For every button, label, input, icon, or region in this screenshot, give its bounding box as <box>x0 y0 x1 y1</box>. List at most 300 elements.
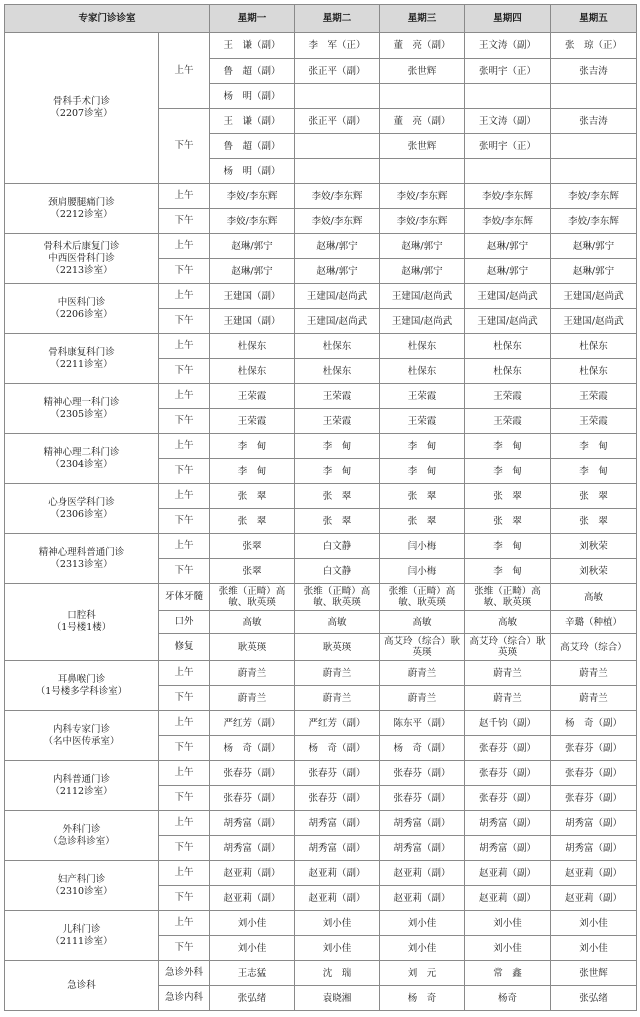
doctor-cell: 赵亚莉（副） <box>551 886 637 911</box>
doctor-cell: 蔚青兰 <box>210 661 295 686</box>
session-cell: 上午 <box>159 184 210 209</box>
doctor-cell: 白文静 <box>295 559 380 584</box>
doctor-cell: 李 甸 <box>551 434 637 459</box>
doctor-cell: 王荣霞 <box>380 384 465 409</box>
doctor-cell: 张 翠 <box>551 484 637 509</box>
doctor-cell: 杜保东 <box>210 334 295 359</box>
doctor-cell: 刘小佳 <box>551 936 637 961</box>
doctor-cell: 杜保东 <box>551 334 637 359</box>
doctor-cell: 李 甸 <box>465 459 551 484</box>
session-cell: 上午 <box>159 284 210 309</box>
doctor-cell: 赵琳/郭宁 <box>380 234 465 259</box>
doctor-cell: 陈东平（副） <box>380 711 465 736</box>
doctor-cell: 李 甸 <box>380 434 465 459</box>
department-cell <box>5 384 159 434</box>
table-row <box>5 484 637 509</box>
department-line: （2212诊室） <box>50 208 113 220</box>
doctor-cell: 李姣/李东辉 <box>210 184 295 209</box>
session-cell: 下午 <box>159 836 210 861</box>
doctor-cell: 王建国/赵尚武 <box>551 284 637 309</box>
doctor-cell: 赵琳/郭宁 <box>551 259 637 284</box>
department-line: 妇产科门诊 <box>57 873 106 885</box>
session-cell: 上午 <box>159 661 210 686</box>
doctor-cell: 李姣/李东辉 <box>295 184 380 209</box>
department-cell <box>5 584 159 661</box>
session-cell: 上午 <box>159 33 210 109</box>
session-cell: 上午 <box>159 811 210 836</box>
session-cell: 牙体牙髓 <box>159 584 210 611</box>
doctor-cell: 李 甸 <box>380 459 465 484</box>
department-line: （2111诊室） <box>50 935 113 947</box>
session-cell: 下午 <box>159 259 210 284</box>
session-cell: 上午 <box>159 761 210 786</box>
doctor-cell <box>465 84 551 109</box>
doctor-cell: 张 翠 <box>295 484 380 509</box>
doctor-cell: 王 谦（副） <box>210 109 295 134</box>
doctor-cell <box>295 84 380 109</box>
doctor-cell <box>295 159 380 184</box>
doctor-cell: 张维（正畸）高敏、耿英瑛 <box>380 584 465 611</box>
doctor-cell: 沈 瑞 <box>295 961 380 986</box>
session-cell: 急诊外科 <box>159 961 210 986</box>
doctor-cell: 张 翠 <box>210 484 295 509</box>
department-line: （2313诊室） <box>50 558 113 570</box>
doctor-cell: 蔚青兰 <box>465 661 551 686</box>
doctor-cell: 杜保东 <box>210 359 295 384</box>
doctor-cell: 高艾玲（综合）耿英瑛 <box>380 634 465 661</box>
doctor-cell: 王建国/赵尚武 <box>551 309 637 334</box>
doctor-cell: 李姣/李东辉 <box>551 184 637 209</box>
doctor-cell: 赵亚莉（副） <box>465 886 551 911</box>
doctor-cell: 王建国/赵尚武 <box>295 309 380 334</box>
doctor-cell: 张春芬（副） <box>210 786 295 811</box>
doctor-cell: 胡秀富（副） <box>210 836 295 861</box>
doctor-cell: 王建国（副） <box>210 284 295 309</box>
department-line: 中西医骨科门诊 <box>48 252 115 264</box>
doctor-cell: 张春芬（副） <box>551 736 637 761</box>
doctor-cell: 张 翠 <box>380 484 465 509</box>
session-cell: 上午 <box>159 434 210 459</box>
department-cell <box>5 861 159 911</box>
department-line: 内科普通门诊 <box>52 773 110 785</box>
doctor-cell: 王荣霞 <box>465 409 551 434</box>
doctor-cell: 张吉涛 <box>551 59 637 84</box>
doctor-cell: 李姣/李东辉 <box>465 184 551 209</box>
department-line: （2207诊室） <box>50 108 113 119</box>
header-day: 星期一 <box>210 5 295 33</box>
doctor-cell: 张春芬（副） <box>465 786 551 811</box>
doctor-cell: 蔚青兰 <box>295 661 380 686</box>
doctor-cell: 胡秀富（副） <box>465 836 551 861</box>
doctor-cell: 张维（正畸）高敏、耿英瑛 <box>210 584 295 611</box>
table-row <box>5 534 637 559</box>
doctor-cell: 张春芬（副） <box>295 761 380 786</box>
doctor-cell: 常 鑫 <box>465 961 551 986</box>
doctor-cell <box>380 84 465 109</box>
session-cell: 上午 <box>159 534 210 559</box>
table-row <box>5 911 637 936</box>
doctor-cell: 张春芬（副） <box>380 761 465 786</box>
doctor-cell: 李姣/李东辉 <box>295 209 380 234</box>
doctor-cell <box>380 159 465 184</box>
doctor-cell: 李 甸 <box>295 434 380 459</box>
doctor-cell: 杨 明（副） <box>210 159 295 184</box>
department-line: （1号楼1楼） <box>51 622 112 633</box>
department-cell <box>5 911 159 961</box>
session-cell: 上午 <box>159 484 210 509</box>
department-line: （2305诊室） <box>50 408 113 420</box>
doctor-cell: 胡秀富（副） <box>380 836 465 861</box>
doctor-cell: 张春芬（副） <box>380 786 465 811</box>
doctor-cell: 张春芬（副） <box>465 761 551 786</box>
header-day: 星期四 <box>465 5 551 33</box>
department-cell <box>5 484 159 534</box>
table-row <box>5 584 637 611</box>
table-row <box>5 184 637 209</box>
department-cell <box>5 184 159 234</box>
doctor-cell: 张正平（副） <box>295 59 380 84</box>
doctor-cell: 王文涛（副） <box>465 33 551 59</box>
department-cell <box>5 434 159 484</box>
department-line: （名中医传承室） <box>43 735 120 747</box>
table-row <box>5 711 637 736</box>
department-line: 精神心理科普通门诊 <box>38 546 125 558</box>
session-cell: 下午 <box>159 509 210 534</box>
session-cell: 修复 <box>159 634 210 661</box>
doctor-cell <box>551 159 637 184</box>
department-line: （2310诊室） <box>50 885 113 897</box>
doctor-cell: 赵亚莉（副） <box>551 861 637 886</box>
session-cell: 下午 <box>159 686 210 711</box>
doctor-cell: 胡秀富（副） <box>551 836 637 861</box>
department-line: 内科专家门诊 <box>52 723 110 735</box>
doctor-cell: 王荣霞 <box>465 384 551 409</box>
department-line: 骨科康复科门诊 <box>48 346 115 358</box>
doctor-cell: 杜保东 <box>465 334 551 359</box>
doctor-cell: 王荣霞 <box>380 409 465 434</box>
doctor-cell: 刘小佳 <box>380 936 465 961</box>
doctor-cell: 闫小梅 <box>380 534 465 559</box>
doctor-cell: 胡秀富（副） <box>380 811 465 836</box>
doctor-cell: 张 翠 <box>465 484 551 509</box>
doctor-cell: 张 翠 <box>295 509 380 534</box>
doctor-cell: 张 翠 <box>465 509 551 534</box>
header-row <box>5 5 637 33</box>
doctor-cell: 刘小佳 <box>551 911 637 936</box>
table-row <box>5 761 637 786</box>
session-cell: 口外 <box>159 611 210 634</box>
doctor-cell: 王荣霞 <box>295 384 380 409</box>
doctor-cell: 蔚青兰 <box>295 686 380 711</box>
doctor-cell: 李 军（正） <box>295 33 380 59</box>
doctor-cell: 李 甸 <box>295 459 380 484</box>
session-cell: 上午 <box>159 234 210 259</box>
doctor-cell: 杨 奇（副） <box>551 711 637 736</box>
session-cell: 下午 <box>159 359 210 384</box>
clinic-schedule-table <box>4 4 637 1011</box>
department-line: （急诊科诊室） <box>48 835 115 847</box>
doctor-cell: 杨 明（副） <box>210 84 295 109</box>
doctor-cell: 高艾玲（综合）耿英瑛 <box>465 634 551 661</box>
doctor-cell: 刘小佳 <box>210 911 295 936</box>
doctor-cell: 张春芬（副） <box>465 736 551 761</box>
doctor-cell: 蔚青兰 <box>465 686 551 711</box>
doctor-cell: 张 翠 <box>380 509 465 534</box>
department-line: （2211诊室） <box>50 358 113 370</box>
table-row <box>5 811 637 836</box>
doctor-cell <box>551 134 637 159</box>
doctor-cell: 张世辉 <box>380 134 465 159</box>
doctor-cell: 赵琳/郭宁 <box>295 234 380 259</box>
department-line: 中医科门诊 <box>57 296 106 308</box>
doctor-cell: 张 琼（正） <box>551 33 637 59</box>
doctor-cell: 刘小佳 <box>465 911 551 936</box>
doctor-cell: 胡秀富（副） <box>551 811 637 836</box>
doctor-cell: 高敏 <box>551 584 637 611</box>
doctor-cell: 李姣/李东辉 <box>551 209 637 234</box>
doctor-cell: 李 甸 <box>210 459 295 484</box>
doctor-cell: 高敏 <box>465 611 551 634</box>
doctor-cell: 耿英瑛 <box>295 634 380 661</box>
doctor-cell: 胡秀富（副） <box>295 836 380 861</box>
session-cell: 上午 <box>159 711 210 736</box>
doctor-cell: 张翠 <box>210 534 295 559</box>
session-cell: 下午 <box>159 409 210 434</box>
doctor-cell: 蔚青兰 <box>380 686 465 711</box>
doctor-cell: 赵千钧（副） <box>465 711 551 736</box>
doctor-cell: 李 甸 <box>465 534 551 559</box>
doctor-cell: 王志猛 <box>210 961 295 986</box>
doctor-cell: 鲁 超（副） <box>210 134 295 159</box>
session-cell: 下午 <box>159 459 210 484</box>
doctor-cell: 王荣霞 <box>210 384 295 409</box>
doctor-cell: 张春芬（副） <box>210 761 295 786</box>
doctor-cell <box>551 84 637 109</box>
doctor-cell: 赵亚莉（副） <box>295 861 380 886</box>
doctor-cell: 赵琳/郭宁 <box>465 234 551 259</box>
doctor-cell: 赵琳/郭宁 <box>465 259 551 284</box>
doctor-cell: 王荣霞 <box>551 409 637 434</box>
session-cell: 上午 <box>159 861 210 886</box>
department-cell <box>5 234 159 284</box>
doctor-cell: 李 甸 <box>210 434 295 459</box>
doctor-cell: 杨 奇（副） <box>210 736 295 761</box>
department-line: 心身医学科门诊 <box>48 496 115 508</box>
doctor-cell: 刘小佳 <box>210 936 295 961</box>
doctor-cell: 张维（正畸）高敏、耿英瑛 <box>465 584 551 611</box>
doctor-cell: 刘小佳 <box>380 911 465 936</box>
doctor-cell: 李姣/李东辉 <box>380 184 465 209</box>
doctor-cell: 王荣霞 <box>551 384 637 409</box>
doctor-cell: 耿英瑛 <box>210 634 295 661</box>
doctor-cell: 赵亚莉（副） <box>465 861 551 886</box>
session-cell: 下午 <box>159 736 210 761</box>
doctor-cell: 白文静 <box>295 534 380 559</box>
doctor-cell: 杨 奇（副） <box>295 736 380 761</box>
doctor-cell: 刘小佳 <box>295 936 380 961</box>
doctor-cell: 杨 奇 <box>380 986 465 1011</box>
doctor-cell: 王建国/赵尚武 <box>295 284 380 309</box>
doctor-cell <box>295 134 380 159</box>
doctor-cell: 王荣霞 <box>295 409 380 434</box>
table-row <box>5 334 637 359</box>
session-cell: 上午 <box>159 334 210 359</box>
doctor-cell: 李姣/李东辉 <box>465 209 551 234</box>
doctor-cell: 赵琳/郭宁 <box>295 259 380 284</box>
doctor-cell: 王建国/赵尚武 <box>380 309 465 334</box>
doctor-cell: 高敏 <box>295 611 380 634</box>
doctor-cell: 李 甸 <box>465 559 551 584</box>
doctor-cell: 胡秀富（副） <box>465 811 551 836</box>
department-line: 精神心理一科门诊 <box>43 396 120 408</box>
doctor-cell: 张世辉 <box>380 59 465 84</box>
doctor-cell: 赵亚莉（副） <box>210 886 295 911</box>
department-line: （1号楼多学科诊室） <box>35 685 128 697</box>
department-line: 儿科门诊 <box>62 923 101 935</box>
session-cell: 下午 <box>159 786 210 811</box>
doctor-cell: 刘小佳 <box>295 911 380 936</box>
doctor-cell: 高敏 <box>210 611 295 634</box>
department-line: 外科门诊 <box>62 823 101 835</box>
table-row <box>5 961 637 986</box>
doctor-cell: 张 翠 <box>210 509 295 534</box>
header-day: 星期二 <box>295 5 380 33</box>
doctor-cell: 赵琳/郭宁 <box>551 234 637 259</box>
doctor-cell: 闫小梅 <box>380 559 465 584</box>
doctor-cell: 蔚青兰 <box>551 661 637 686</box>
session-cell: 上午 <box>159 911 210 936</box>
doctor-cell: 王 谦（副） <box>210 33 295 59</box>
doctor-cell: 鲁 超（副） <box>210 59 295 84</box>
doctor-cell: 刘 元 <box>380 961 465 986</box>
doctor-cell: 赵琳/郭宁 <box>210 259 295 284</box>
doctor-cell: 杜保东 <box>295 359 380 384</box>
doctor-cell: 张明宇（正） <box>465 59 551 84</box>
table-row <box>5 384 637 409</box>
table-row <box>5 33 637 59</box>
doctor-cell: 赵琳/郭宁 <box>210 234 295 259</box>
doctor-cell: 张弘绪 <box>551 986 637 1011</box>
department-line: （2112诊室） <box>50 785 113 797</box>
doctor-cell: 李 甸 <box>551 459 637 484</box>
doctor-cell: 赵亚莉（副） <box>380 861 465 886</box>
doctor-cell: 王荣霞 <box>210 409 295 434</box>
doctor-cell: 杨奇 <box>465 986 551 1011</box>
doctor-cell: 蔚青兰 <box>380 661 465 686</box>
doctor-cell: 李姣/李东辉 <box>210 209 295 234</box>
doctor-cell: 张弘绪 <box>210 986 295 1011</box>
department-line: 耳鼻喉门诊 <box>57 673 106 685</box>
doctor-cell: 袁晓湘 <box>295 986 380 1011</box>
doctor-cell: 王建国/赵尚武 <box>380 284 465 309</box>
doctor-cell: 刘小佳 <box>465 936 551 961</box>
doctor-cell: 高敏 <box>380 611 465 634</box>
doctor-cell: 张春芬（副） <box>295 786 380 811</box>
doctor-cell: 张世辉 <box>551 961 637 986</box>
doctor-cell: 胡秀富（副） <box>295 811 380 836</box>
doctor-cell: 张春芬（副） <box>551 761 637 786</box>
doctor-cell: 高艾玲（综合） <box>551 634 637 661</box>
doctor-cell: 张明宇（正） <box>465 134 551 159</box>
doctor-cell: 王建国/赵尚武 <box>465 309 551 334</box>
department-cell <box>5 534 159 584</box>
department-cell <box>5 961 159 1011</box>
department-cell <box>5 811 159 861</box>
department-cell <box>5 711 159 761</box>
department-line: 颈肩腰腿痛门诊 <box>48 196 115 208</box>
department-line: （2306诊室） <box>50 508 113 520</box>
department-line: （2304诊室） <box>50 458 113 470</box>
doctor-cell: 张春芬（副） <box>551 786 637 811</box>
doctor-cell: 杜保东 <box>380 334 465 359</box>
table-row <box>5 284 637 309</box>
department-cell <box>5 284 159 334</box>
doctor-cell: 李 甸 <box>465 434 551 459</box>
session-cell: 上午 <box>159 384 210 409</box>
header-day: 星期三 <box>380 5 465 33</box>
doctor-cell: 董 亮（副） <box>380 33 465 59</box>
session-cell: 下午 <box>159 309 210 334</box>
doctor-cell: 赵亚莉（副） <box>380 886 465 911</box>
department-line: （2213诊室） <box>50 264 113 276</box>
header-dept: 专家门诊诊室 <box>5 5 210 33</box>
doctor-cell: 严红芳（副） <box>295 711 380 736</box>
department-line: （2206诊室） <box>50 308 113 320</box>
table-row <box>5 234 637 259</box>
header-day: 星期五 <box>551 5 637 33</box>
doctor-cell: 张 翠 <box>551 509 637 534</box>
department-cell <box>5 661 159 711</box>
doctor-cell: 赵琳/郭宁 <box>380 259 465 284</box>
doctor-cell: 赵亚莉（副） <box>295 886 380 911</box>
table-row <box>5 861 637 886</box>
session-cell: 下午 <box>159 936 210 961</box>
session-cell: 下午 <box>159 209 210 234</box>
department-line: 精神心理二科门诊 <box>43 446 120 458</box>
department-cell <box>5 334 159 384</box>
department-line: 骨科手术门诊 <box>52 96 110 107</box>
doctor-cell <box>465 159 551 184</box>
doctor-cell: 董 亮（副） <box>380 109 465 134</box>
doctor-cell: 王建国（副） <box>210 309 295 334</box>
session-cell: 下午 <box>159 559 210 584</box>
doctor-cell: 蔚青兰 <box>210 686 295 711</box>
doctor-cell: 张正平（副） <box>295 109 380 134</box>
doctor-cell: 李姣/李东辉 <box>380 209 465 234</box>
department-cell <box>5 761 159 811</box>
doctor-cell: 张翠 <box>210 559 295 584</box>
doctor-cell: 张吉涛 <box>551 109 637 134</box>
doctor-cell: 严红芳（副） <box>210 711 295 736</box>
session-cell: 下午 <box>159 109 210 184</box>
doctor-cell: 刘秋荣 <box>551 534 637 559</box>
department-line: 急诊科 <box>67 979 96 991</box>
table-row <box>5 661 637 686</box>
doctor-cell: 赵亚莉（副） <box>210 861 295 886</box>
doctor-cell: 蔚青兰 <box>551 686 637 711</box>
doctor-cell: 杜保东 <box>551 359 637 384</box>
doctor-cell: 杜保东 <box>380 359 465 384</box>
department-line: 骨科术后康复门诊 <box>43 240 120 252</box>
table-row <box>5 434 637 459</box>
department-line: 口腔科 <box>67 610 96 621</box>
doctor-cell: 辛璐（种植） <box>551 611 637 634</box>
doctor-cell: 刘秋荣 <box>551 559 637 584</box>
doctor-cell: 王文涛（副） <box>465 109 551 134</box>
doctor-cell: 胡秀富（副） <box>210 811 295 836</box>
session-cell: 急诊内科 <box>159 986 210 1011</box>
doctor-cell: 王建国/赵尚武 <box>465 284 551 309</box>
